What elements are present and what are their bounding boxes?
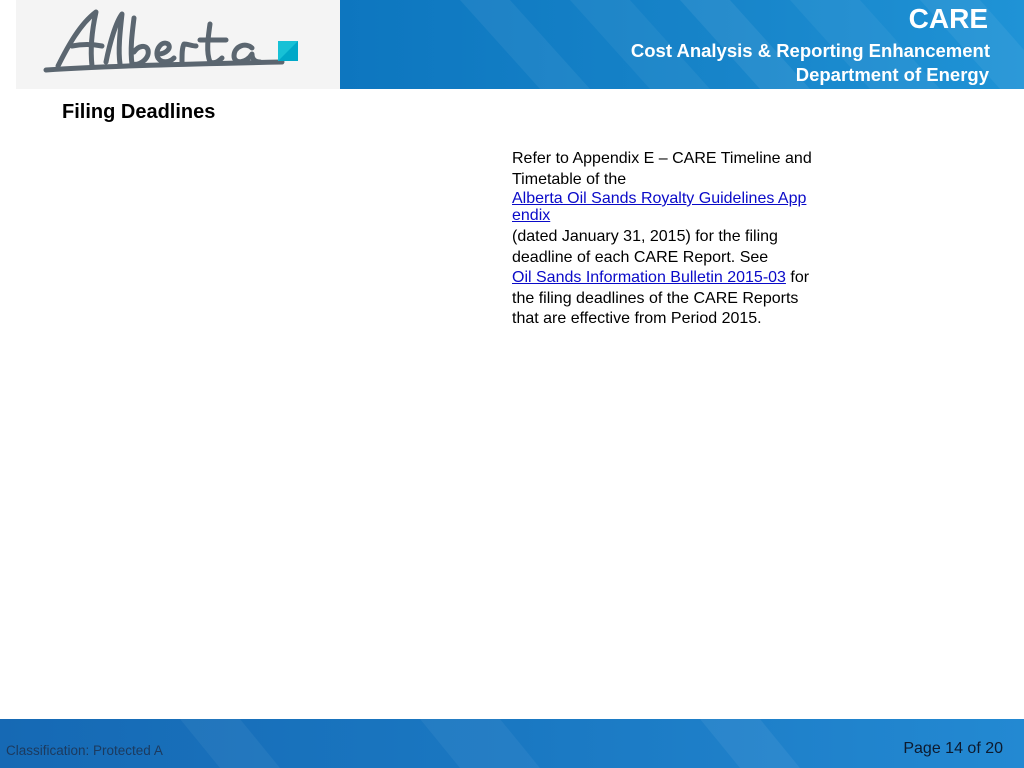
- link-text: endix: [512, 206, 551, 224]
- text-line: the filing deadlines of the CARE Reports: [512, 289, 799, 307]
- text-fragment: for: [785, 269, 810, 286]
- text-line: deadline of each CARE Report. See: [512, 248, 769, 266]
- alberta-logo: [16, 0, 340, 89]
- information-bulletin-link[interactable]: Oil Sands Information Bulletin 2015-03: [512, 269, 786, 286]
- banner-department: Department of Energy: [795, 64, 989, 85]
- classification-label: Classification: Protected A: [6, 743, 163, 758]
- banner-title: CARE: [908, 3, 988, 34]
- alberta-wordmark-icon: [16, 0, 340, 89]
- text-line: Timetable of the: [512, 170, 627, 188]
- text-line: that are effective from Period 2015.: [512, 310, 762, 327]
- page-number: Page 14 of 20: [903, 740, 1003, 757]
- page-footer: [0, 719, 1024, 768]
- banner-subtitle: Cost Analysis & Reporting Enhancement: [630, 40, 990, 61]
- text-line: (dated January 31, 2015) for the filing: [512, 228, 778, 245]
- text-line-with-link: [512, 268, 838, 289]
- royalty-guidelines-appendix-link[interactable]: [512, 191, 838, 224]
- filing-deadlines-text: [512, 149, 838, 330]
- page-header: [0, 0, 1024, 89]
- care-banner: [340, 0, 1024, 89]
- link-text: Alberta Oil Sands Royalty Guidelines App: [512, 190, 807, 207]
- page-title: Filing Deadlines: [62, 101, 216, 123]
- text-line: Refer to Appendix E – CARE Timeline and: [512, 150, 812, 167]
